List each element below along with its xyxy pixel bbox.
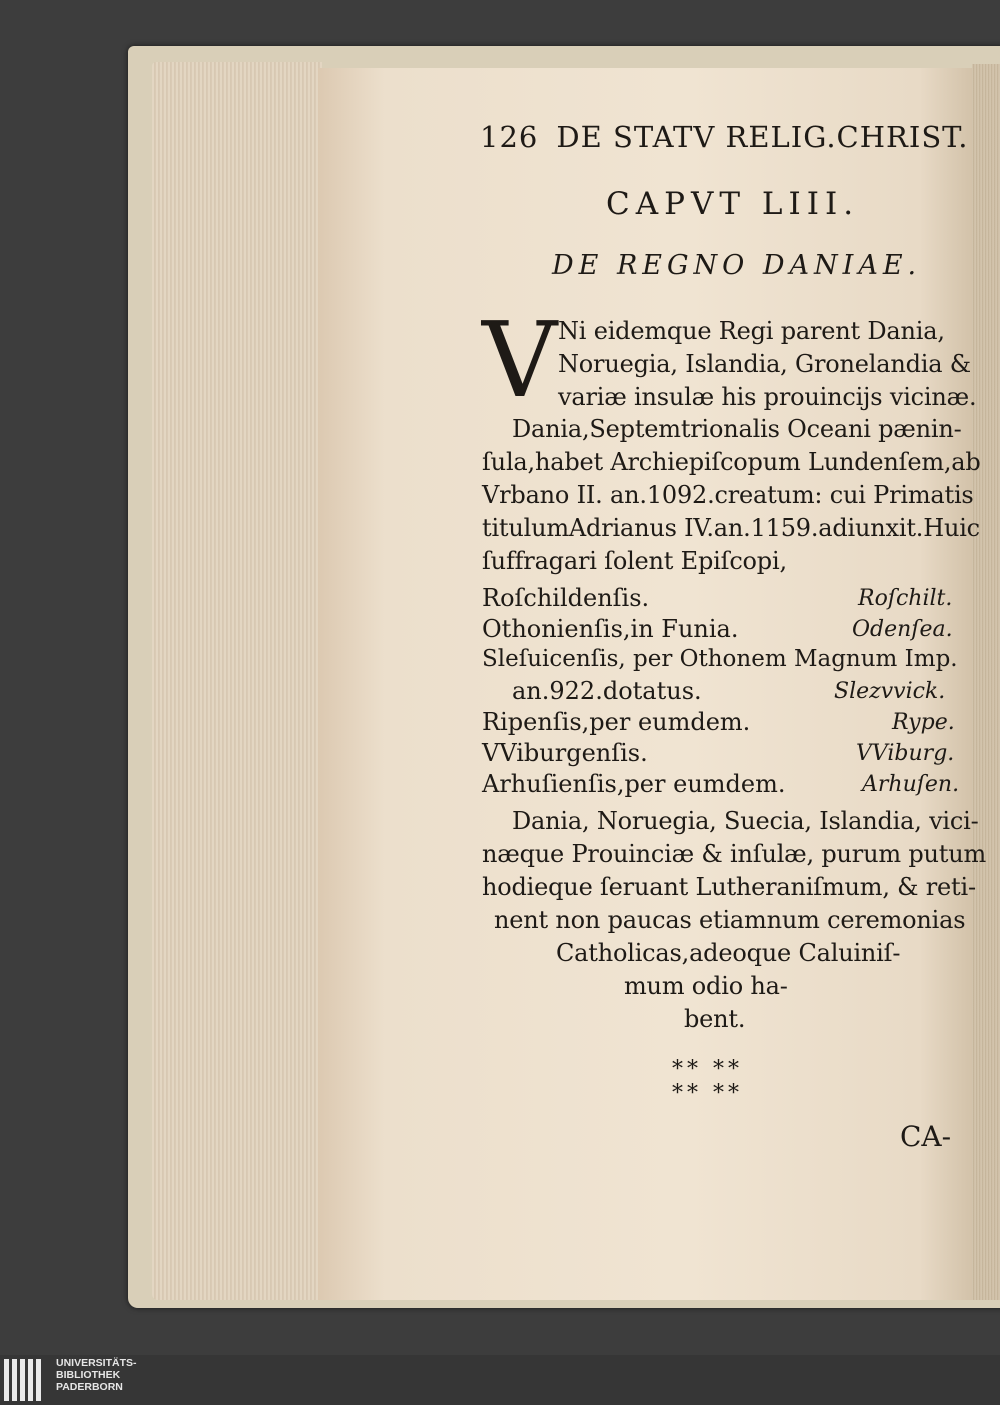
library-logo-icon: [4, 1359, 48, 1401]
opening-line: Noruegia, Islandia, Gronelandia &: [558, 350, 971, 378]
diocese-place: Odenſea.: [852, 617, 953, 642]
closing-line: næque Prouinciæ & inſulæ, purum putum: [482, 840, 987, 868]
closing-line: Dania, Noruegia, Suecia, Islandia, vici-: [512, 807, 979, 835]
paragraph-line: Vrbano II. an.1092.creatum: cui Primatis: [482, 481, 974, 509]
running-head: [480, 120, 969, 154]
asterisk-ornament: [672, 1058, 743, 1106]
diocese-name: Ripenſis,per eumdem.: [482, 708, 751, 736]
diocese-name: Othonienſis,in Funia.: [482, 615, 739, 643]
diocese-place: VViburg.: [856, 741, 955, 766]
page-number: 126: [480, 120, 539, 154]
library-footer: [0, 1355, 1000, 1405]
page-edges-left: [152, 62, 322, 1300]
page-edges-right: [972, 64, 1000, 1300]
closing-line: mum odio ha-: [624, 972, 788, 1000]
opening-line: Ni eidemque Regi parent Dania,: [558, 317, 945, 345]
closing-line: nent non paucas etiamnum ceremonias: [494, 906, 966, 934]
diocese-name: Sleſuicenſis, per Othonem Magnum Imp.: [482, 646, 958, 672]
closing-line: hodieque ſeruant Lutheraniſmum, & reti-: [482, 873, 976, 901]
library-name-line: UNIVERSITÄTS-: [56, 1357, 137, 1369]
paragraph-line: titulumAdrianus IV.an.1159.adiunxit.Huic: [482, 514, 980, 542]
chapter-heading: CAPVT LIII.: [606, 186, 860, 222]
paragraph-line: Dania,Septemtrionalis Oceani pænin-: [512, 415, 962, 443]
paragraph-line: ſula,habet Archiepiſcopum Lundenſem,ab: [482, 448, 981, 476]
closing-line: Catholicas,adeoque Caluiniſ-: [556, 939, 901, 967]
library-name: [56, 1357, 137, 1393]
catchword: CA-: [900, 1120, 952, 1153]
diocese-name: Arhuſienſis,per eumdem.: [482, 770, 786, 798]
library-name-line: PADERBORN: [56, 1381, 123, 1393]
library-name-line: BIBLIOTHEK: [56, 1369, 121, 1381]
diocese-name: VViburgenſis.: [482, 739, 648, 767]
diocese-place: Roſchilt.: [858, 586, 953, 611]
diocese-name: Roſchildenſis.: [482, 584, 650, 612]
diocese-name: an.922.dotatus.: [512, 677, 702, 705]
diocese-place: Arhuſen.: [862, 772, 960, 797]
chapter-title: DE REGNO DANIAE.: [552, 250, 922, 281]
diocese-place: Slezvvick.: [834, 679, 946, 704]
paragraph-line: ſuffragari ſolent Epiſcopi,: [482, 547, 787, 575]
opening-line: variæ insulæ his prouincijs vicinæ.: [558, 383, 977, 411]
ornament-row: ** **: [672, 1057, 743, 1082]
closing-line: bent.: [684, 1005, 746, 1033]
drop-cap-initial: V: [482, 299, 558, 421]
running-head-title: DE STATV RELIG.CHRIST.: [556, 120, 969, 154]
ornament-row: ** **: [672, 1081, 743, 1106]
diocese-place: Rype.: [892, 710, 955, 735]
